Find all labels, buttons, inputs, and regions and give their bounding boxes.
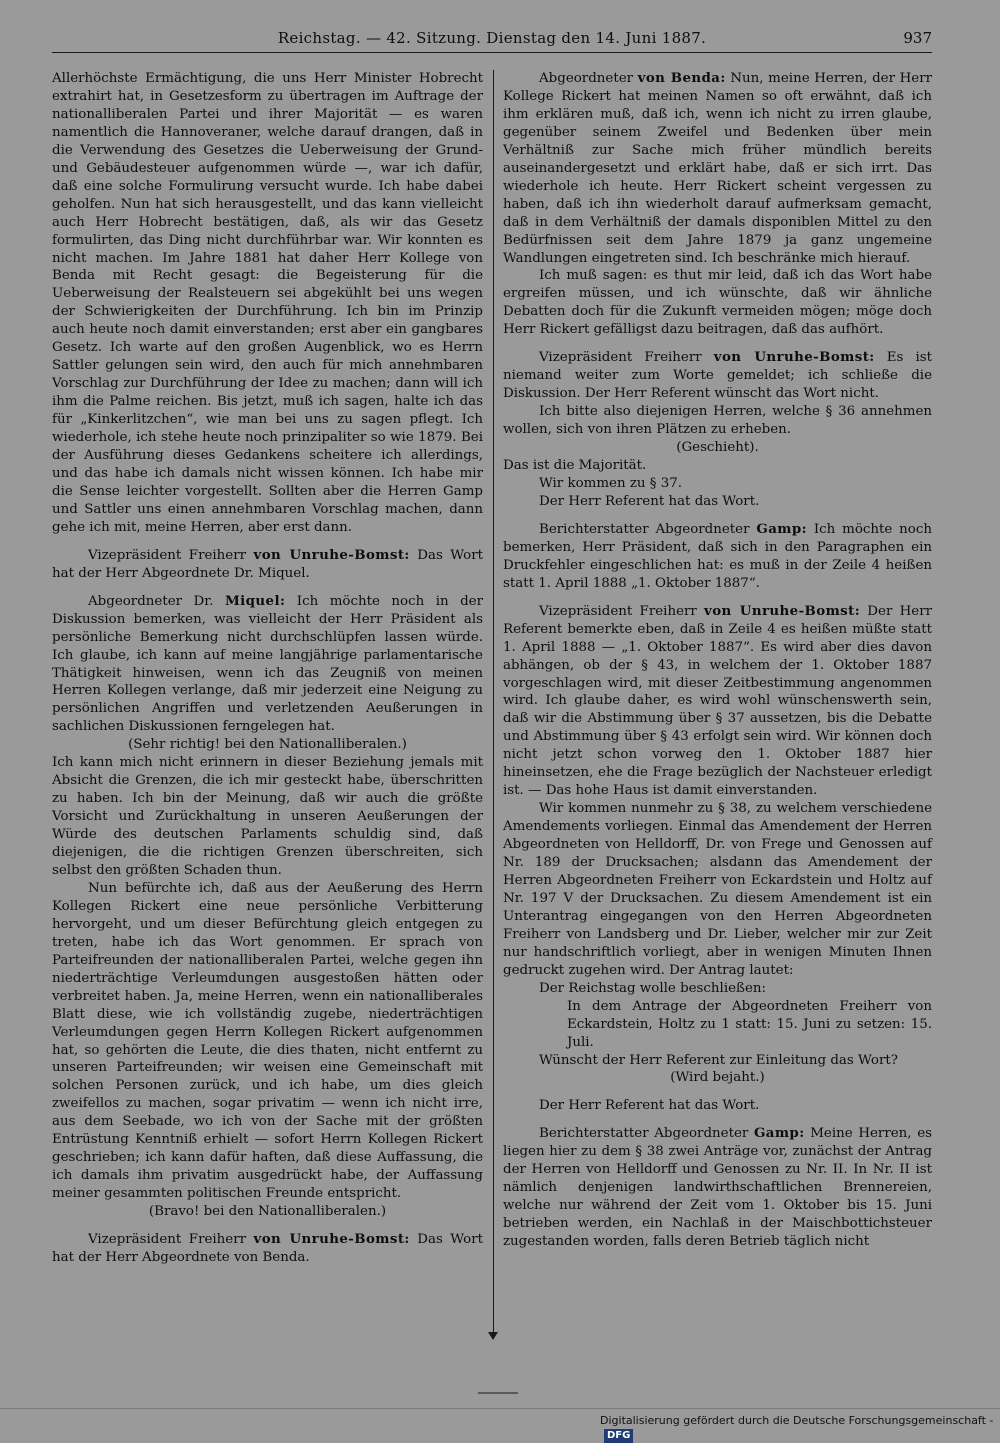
speech-text: Das Wort hat der Herr Abgeordnete von Benda. [52, 1232, 483, 1265]
right-column-paragraph: Wir kommen zu § 37. [539, 475, 683, 491]
speech-text: Ich möchte noch in der Diskussion bemerken, was vielleicht der Herr Präsident als persönliche Bemerkung nicht durchschlüpfen lassen würde. Ich glaube, ich kann auf meine langjährige parlamentarische Thätigkeit hinweisen, wenn ich das Zeugniß von meinen Herren Kollegen verlange, daß mir jederzeit eine Neigung zu persönlichen Angriffen und verletzenden Aeußerungen in sachlichen Diskussionen ferngelegen hat. [52, 593, 484, 735]
left-column-paragraph [52, 547, 483, 583]
footer-rule [0, 1408, 1000, 1409]
left-column-paragraph: Ich kann mich nicht erinnern in dieser Beziehung jemals mit Absicht die Grenzen, die ich mir gesteckt habe, überschritten zu haben. Ich bin der Meinung, daß wir auch die größte Vorsicht und Zurückhaltung in unseren Aeußerungen der Würde des deutschen Parlaments schuldig sind, daß diejenigen, die die richtigen Grenzen überschreiten, sich selbst den größten Schaden thun. [52, 755, 483, 878]
speaker-title: Vizepräsident Freiherr [539, 350, 714, 366]
right-column-paragraph: Wir kommen nunmehr zu § 38, zu welchem verschiedene Amendements vorliegen. Einmal das Amendement der Herren Abgeordneten von Helldorff, Dr. von Frege und Genossen auf Nr. 189 der Drucksachen; alsdann das Amendement der Herren Abgeordneten Freiherr von Eckardstein und Holtz auf Nr. 197 V der Drucksachen. Zu diesem Amendement ist ein Unterantrag eingegangen von den Herren Abgeordneten Freiherr von Landsberg und Dr. Lieber, welcher mir zur Zeit nur handschriftlich vorliegt, aber in wenigen Minuten Ihnen gedruckt zugehen wird. Der Antrag lautet: [503, 801, 932, 978]
right-column-paragraph: Der Herr Referent hat das Wort. [539, 493, 760, 509]
digitization-credit [600, 1414, 1000, 1443]
speaker-title: Abgeordneter [539, 71, 638, 86]
speaker-name: von Unruhe-Bomst: [713, 349, 875, 366]
left-column-paragraph [52, 593, 483, 737]
speaker-name: von Benda: [637, 70, 726, 86]
right-column-paragraph [503, 521, 932, 593]
speaker-name: Gamp: [756, 520, 807, 537]
dfg-logo: DFG [604, 1429, 633, 1443]
right-column [503, 70, 932, 1251]
speech-text: Ich möchte noch bemerken, Herr Präsident, daß sich in den Paragraphen ein Druckfehler eingeschlichen hat: es muß in der Zeile 4 heißen statt 1. April 1888 „1. Oktober 1887“. [503, 521, 932, 591]
speaker-name: Miquel: [224, 592, 286, 609]
speaker-title: Vizepräsident Freiherr [88, 547, 254, 563]
page-number: 937 [903, 29, 932, 47]
running-title: Reichstag. — 42. Sitzung. Dienstag den 14. Juni 1887. [277, 29, 707, 47]
right-column-paragraph: Ich muß sagen: es thut mir leid, daß ich das Wort habe ergreifen müssen, und ich wünschte, daß wir ähnliche Debatten doch für die Zukunft vermeiden mögen; möge doch Herr Rickert gefälligst dazu beitragen, daß das aufhört. [503, 268, 932, 338]
right-column-paragraph: (Wird bejaht.) [670, 1070, 765, 1086]
right-column-paragraph: Der Herr Referent hat das Wort. [539, 1098, 760, 1114]
left-column-paragraph [52, 1231, 483, 1267]
right-column-paragraph: Das ist die Majorität. [503, 458, 647, 474]
speech-text: Es ist niemand weiter zum Worte gemeldet; ich schließe die Diskussion. Der Herr Referent wünscht das Wort nicht. [503, 350, 933, 402]
page-header [52, 28, 932, 53]
right-column-paragraph [503, 349, 932, 403]
right-column-paragraph [503, 70, 932, 267]
scan-mark [478, 1392, 518, 1394]
speaker-name: von Unruhe-Bomst: [253, 1231, 410, 1248]
right-column-paragraph: Ich bitte also diejenigen Herren, welche § 36 annehmen wollen, sich von ihren Plätzen zu erheben. [503, 404, 932, 438]
column-divider [493, 70, 494, 1335]
speaker-name: von Unruhe-Bomst: [253, 546, 410, 563]
speaker-title: Vizepräsident Freiherr [539, 603, 705, 619]
right-column-paragraph: In dem Antrage der Abgeordneten Freiherr von Eckardstein, Holtz zu 1 statt: 15. Juni zu setzen: 15. Juli. [567, 998, 932, 1050]
left-column-paragraph: (Bravo! bei den Nationalliberalen.) [148, 1204, 387, 1220]
speaker-title: Berichterstatter Abgeordneter [539, 521, 757, 537]
speaker-title: Abgeordneter Dr. [88, 593, 225, 609]
right-column-paragraph [503, 1125, 932, 1251]
column-divider-end-mark [488, 1332, 498, 1340]
speaker-title: Vizepräsident Freiherr [88, 1232, 254, 1248]
speech-text: Das Wort hat der Herr Abgeordnete Dr. Miquel. [52, 547, 483, 581]
right-column-paragraph: Wünscht der Herr Referent zur Einleitung das Wort? [539, 1052, 898, 1068]
credit-text: Digitalisierung gefördert durch die Deutsche Forschungsgemeinschaft - [600, 1414, 994, 1427]
left-column [52, 70, 483, 1267]
right-column-paragraph [503, 603, 932, 800]
left-column-paragraph: Nun befürchte ich, daß aus der Aeußerung des Herrn Kollegen Rickert eine neue persönliche Verbitterung hervorgeht, und um dieser Befürchtung gleich entgegen zu treten, habe ich das Wort genommen. Er sprach von Parteifreunden der nationalliberalen Partei, welche gegen ihn niederträchtige Verleumdungen ausgestoßen hätten oder verbreitet haben. Ja, meine Herren, wenn ein nationalliberales Blatt diese, wie ich vollständig zugebe, niederträchtigen Verleumdungen gegen Herrn Kollegen Rickert aufgenommen hat, so gehörten die Leute, die dies thaten, nicht entfernt zu unseren Parteifreunden; wir weisen eine Gemeinschaft mit solchen Personen zurück, und ich habe, um dies gleich zweifellos zu machen, sogar privatim — wenn ich nicht irre, aus dem Seebade, wo ich von der Sache mit der größten Entrüstung Kenntniß erhielt — sofort Herrn Kollegen Rickert geschrieben; ich kann dafür haften, daß diese Auffassung, die ich damals ihm privatim ausgedrückt habe, der Auffassung meiner gesammten politischen Freunde entspricht. [52, 880, 483, 1202]
left-column-paragraph: (Sehr richtig! bei den Nationalliberalen.) [128, 737, 407, 753]
speech-text: Nun, meine Herren, der Herr Kollege Rickert hat meinen Namen so oft erwähnt, daß ich ihm erklären muß, daß ich, wenn ich nicht zu irren glaube, gegenüber seinem Zweifel und Bedenken über mein Verhältniß zur Sache mich früher mündlich bereits auseinandergesetzt und erklärt habe, daß er sich irrt. Das wiederhole ich heute. Herr Rickert scheint vergessen zu haben, daß ich ihn wiederholt darauf aufmerksam gemacht, daß in dem Verhältniß der damals disponiblen Mittel zu den Bedürfnissen seit dem Jahre 1879 ja ganz ungemeine Wandlungen eingetreten sind. Ich beschränke mich hierauf. [503, 71, 933, 266]
speech-text: Meine Herren, es liegen hier zu dem § 38 zwei Anträge vor, zunächst der Antrag der Herren von Helldorff und Genossen zu Nr. II. In Nr. II ist nämlich denjenigen landwirthschaftlichen Brennereien, welche nur während der Zeit vom 1. Oktober bis 15. Juni betrieben werden, ein Nachlaß in der Maischbottichsteuer zugestanden worden, falls deren Betrieb täglich nicht [503, 1126, 932, 1250]
right-column-paragraph: (Geschieht). [676, 440, 759, 456]
speaker-name: von Unruhe-Bomst: [704, 602, 861, 619]
right-column-paragraph: Der Reichstag wolle beschließen: [539, 980, 767, 996]
left-column-paragraph: Allerhöchste Ermächtigung, die uns Herr Minister Hobrecht extrahirt hat, in Gesetzesform zu übertragen im Auftrage der nationalliberalen Partei und ihrer Majorität — es waren namentlich die Hannoveraner, welche darauf drangen, daß in die Verwendung des Gesetzes die Ueberweisung der Grund- und Gebäudesteuer aufgenommen würde —, war ich dafür, daß eine solche Formulirung versucht wurde. Ich habe dabei geholfen. Nun hat sich herausgestellt, und das kann vielleicht auch Herr Hobrecht bestätigen, daß, als wir das Gesetz formulirten, das Ding nicht durchführbar war. Wir konnten es nicht machen. Im Jahre 1881 hat daher Herr Kollege von Benda mit Recht gesagt: die Begeisterung für die Ueberweisung der Realsteuern sei abgekühlt bei uns wegen der Schwierigkeiten der Durchführung. Ich bin im Prinzip auch heute noch damit einverstanden; erst aber ein gangbares Gesetz. Ich warte auf den großen Augenblick, wo es Herrn Sattler gelungen sein wird, den auch für mich annehmbaren Vorschlag zur Durchführung der Idee zu machen; dann will ich ihm die Palme reichen. Bis jetzt, muß ich sagen, halte ich das für „Kinkerlitzchen“, wie man bei uns zu sagen pflegt. Ich wiederhole, ich stehe heute noch prinzipaliter so wie 1879. Bei der Ausführung dieses Gedankens scheitere ich allerdings, und das habe ich damals nicht wissen können. Ich habe mir die Sense leichter vorgestellt. Sollten aber die Herren Gamp und Sattler uns einen annehmbaren Vorschlag machen, dann gehe ich mit, meine Herren, aber erst dann. [52, 71, 483, 535]
speaker-name: Gamp: [753, 1125, 805, 1142]
speaker-title: Berichterstatter Abgeordneter [539, 1126, 754, 1142]
speech-text: Der Herr Referent bemerkte eben, daß in Zeile 4 es heißen müßte statt 1. April 1888 — „1. Oktober 1887“. Es wird aber dies davon abhängen, ob der § 43, in welchem der 1. Oktober 1887 vorgeschlagen wird, mit dieser Zeitbestimmung angenommen wird. Ich glaube daher, es wird wohl wünschenswerth sein, daß wir die Abstimmung über § 37 aussetzen, bis die Debatte und Abstimmung über § 43 erfolgt sein wird. Wir können doch nicht jetzt schon vorweg den 1. Oktober 1887 hier hineinsetzen, ehe die Frage bezüglich der Nachsteuer erledigt ist. — Das hohe Haus ist damit einverstanden. [503, 603, 932, 799]
